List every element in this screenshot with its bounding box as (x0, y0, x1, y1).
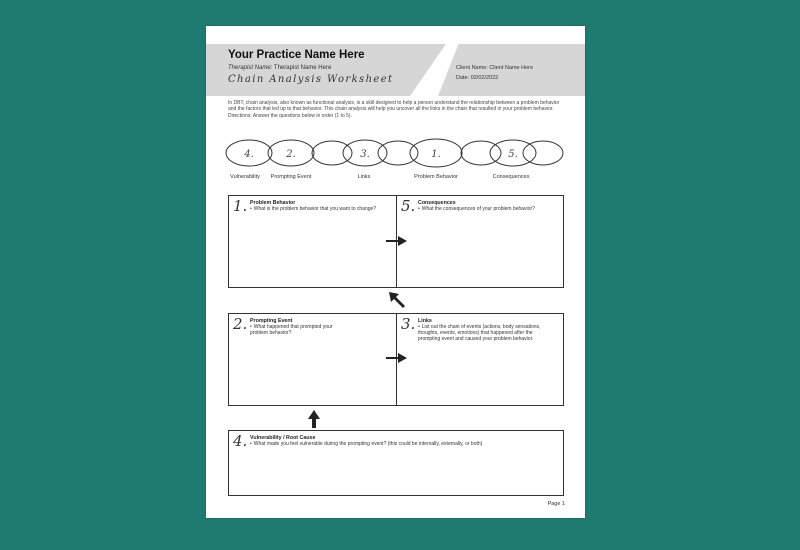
vulnerability-box (228, 430, 564, 496)
therapist-label: Therapist Name: (228, 65, 273, 71)
chain-diagram (206, 26, 585, 186)
chain-label-links: Links (357, 174, 371, 180)
consequences-section[interactable] (397, 196, 563, 287)
chain-label-prompting-event: Prompting Event (270, 174, 312, 180)
arrow-right-icon (386, 352, 408, 364)
intro-paragraph: In DBT, chain analysis, also known as functional analysis, is a skill designed to help a person understand the relationship between a problem behavior and the factors that led up to that behavior. This chain analysis will help you uncover all the links in the chain that resulted in your problem behavior. Directions: Answer the questions below in order (1 to 5). (228, 100, 560, 119)
section-title: Prompting Event (250, 318, 293, 324)
chain-number-1: 1. (431, 149, 441, 160)
chain-label-vulnerability: Vulnerability (230, 174, 260, 180)
chain-link-9 (523, 141, 563, 165)
chain-link-5 (378, 141, 418, 165)
vulnerability-section[interactable] (229, 431, 563, 495)
chain-label-consequences: Consequences (492, 174, 530, 180)
chain-number-5: 5. (508, 149, 518, 160)
section-question: • What is the problem behavior that you want to change? (250, 206, 390, 212)
problem-behavior-section[interactable] (229, 196, 397, 287)
practice-name: Your Practice Name Here (228, 49, 365, 61)
section-title: Consequences (418, 200, 456, 206)
section-number: 5. (401, 197, 416, 215)
section-question: • What happened that prompted your problem behavior? (250, 324, 350, 336)
worksheet-page (206, 26, 585, 518)
section-title: Links (418, 318, 432, 324)
section-question: • List out the chain of events (actions, body sensations, thoughts, events, emotions) that happened after the prompting event and caused your problem behavior. (418, 324, 556, 343)
arrow-up-left-icon (388, 291, 406, 309)
worksheet-title: Chain Analysis Worksheet (228, 74, 394, 85)
section-title: Vulnerability / Root Cause (250, 435, 316, 441)
links-section[interactable] (397, 314, 563, 405)
date-value: 02/02/2022 (470, 75, 499, 81)
client-label: Client Name: (456, 65, 488, 71)
date-label: Date: (456, 75, 470, 81)
chain-number-4: 4. (244, 149, 254, 160)
section-number: 4. (233, 432, 248, 450)
arrow-right-icon (386, 235, 408, 247)
section-number: 1. (233, 197, 248, 215)
prompting-event-section[interactable] (229, 314, 397, 405)
client-value: Client Name Here (489, 65, 534, 71)
section-title: Problem Behavior (250, 200, 296, 206)
arrow-up-icon (308, 410, 320, 428)
section-number: 3. (401, 315, 416, 333)
chain-number-3: 3. (360, 149, 370, 160)
chain-label-problem-behavior: Problem Behavior (414, 174, 458, 180)
chain-number-2: 2. (286, 149, 296, 160)
section-number: 2. (233, 315, 248, 333)
page-number: Page 1 (547, 501, 565, 507)
therapist-value: Therapist Name Here (273, 65, 332, 71)
section-question: • What made you feel vulnerable during the prompting event? (this could be internally, externally, or both) (250, 441, 550, 447)
chain-link-3 (312, 141, 352, 165)
section-question: • What the consequences of your problem behavior? (418, 206, 563, 212)
